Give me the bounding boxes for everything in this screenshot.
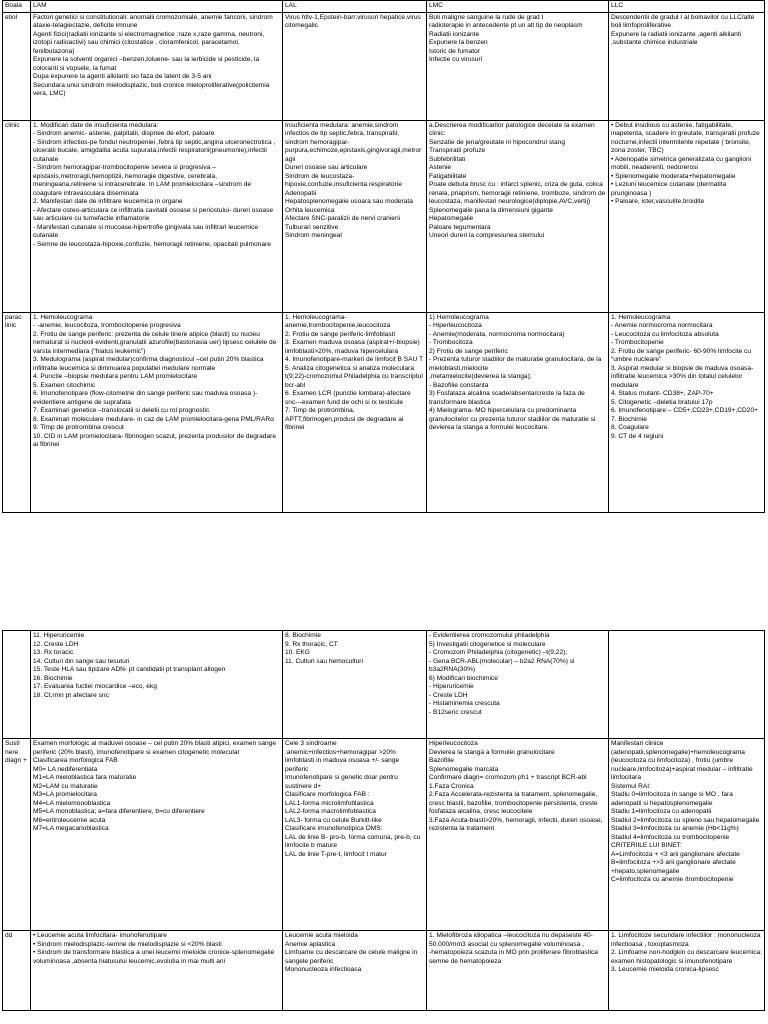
cell-line: 4. Punctie –biopsie medulara pentru LAM promielocitare (33, 373, 198, 380)
cell-line: Stadiu 1=limfocitoza cu adenopatii (611, 808, 712, 815)
cell-lmc (427, 931, 609, 1011)
cell-line: A=Limfocitoza + <3 arii ganglionare afectate (611, 850, 740, 858)
header-cell: Boala (3, 1, 31, 13)
cell-line: 1. Limfocitoze secundare infectiilor : mononucleoza infectioasa , toxoplasmoza (611, 932, 761, 948)
cell-lmc (427, 120, 609, 312)
cell-line: M5=LA monoblastica; a=fara diferentiere, b=cu diferentiere (33, 808, 205, 815)
cell-llc (609, 312, 765, 512)
cell-lam (31, 631, 283, 739)
cell-line: Examen morfologic al maduvei osoase – cel putin 20% blasti atipici, examen sange periferic (20% blasti), imunofenotipare si examen citogenetic molecular (33, 740, 277, 756)
cell-line: Subfebrilitati (429, 155, 466, 163)
cell-line: Splenomegalie marcata (429, 765, 499, 773)
cell-line: 18. Ct,rmn pt afectare snc (33, 691, 109, 699)
cell-line: 11. Hiperuricemie (33, 632, 85, 639)
cell-line: • Paloare, icter,vasculite,tiroidite (611, 198, 705, 205)
cell-line: 10. CID in LAM promielocitara- fibrinogen scazut, prezenta produsilor de degradare ai fibrinei (33, 432, 276, 448)
cell-line: 12. Creste LDH (33, 640, 79, 648)
cell-line: 6) Modificari biochimice (429, 674, 498, 682)
cell-line: Confirmare diagn= cromozom ph1 + trascript BCR-abl (429, 774, 587, 781)
header-cell: LMC (427, 1, 609, 13)
cell-lal (283, 12, 427, 120)
cell-lam (31, 931, 283, 1011)
cell-line: - Sindrom infectios-pe fondul neutropeniei ,febra tip septic,angina ulceronectrotica , ulceratii bucale, amigdalita acuta supurata,infectii respiratorii(pneumonie),infectii cutanate (33, 138, 276, 163)
cell-line: Adenopatii (285, 189, 317, 197)
page-2-table (2, 630, 765, 1011)
cell-line: Expunere la solventi organici –benzen,toluene- sau la ierbicide si pesticide, la coloranti si vopsele, la fumat (33, 56, 260, 72)
cell-line: Insuficienta medulara: anemie,sindrom infectios de tip septic,febra, transpiratii; sindrom hemoragipar- (285, 121, 399, 146)
cell-lal (283, 739, 427, 931)
cell-line: 10. EKG (285, 649, 310, 656)
cell-line: M6=eritroleucemie acuta (33, 816, 106, 824)
cell-line: 5. Analiza citogenetica si analiza moleculara t(9;22)-cromozomul Philadelphia cu transcriptul bcr-abl (285, 364, 423, 389)
cell-line: Poate debuta brusc cu : infarct splenic, criza de guta, colica renala, priaprism, hemoragii retiniene, tromboze, sindrom de leucostaza, manifestari neurologice(diplopie,AVC,vertij) (429, 181, 606, 205)
page-1-table (2, 0, 765, 513)
cell-line: Expunere la benzen (429, 39, 488, 46)
cell-line: 4) Mielograma- MO hipercelulara cu predominanta granulocitelor cu prezenta tuturor stadiilor de maturatie si devierea la stanga a formulei leucocitare. (429, 407, 596, 431)
cell-line: - Sindrom anemic- astenie, palpitatii, dispnee de efort, paloare (33, 130, 215, 137)
cell-line: 3. Leucemie mieloida cronica-lipsesc (611, 966, 719, 973)
cell-line: 1. Hemoleucograma-anemie,trombocitopenie,leucocitoza (285, 313, 391, 329)
cell-llc (609, 931, 765, 1011)
cell-line: • Leziuni leucemice cutanate (dermatita pruriginoasa ) (611, 181, 727, 197)
cell-line: Astenie (429, 164, 451, 171)
header-cell: LAL (283, 1, 427, 13)
cell-line: Sindrom de leucostaza-hipoxie,confuzie,insuficienta respiratorie (285, 172, 402, 188)
cell-line: M0= LA nediferentiata (33, 765, 98, 773)
cell-line: 6. Imunofenotipare (flow-citometrie din sange periferic sau maduva osoasa )-evidentiere antigene de suprafata (33, 390, 258, 406)
cell-line: Sindrom meningeal (285, 232, 342, 239)
cell-llc (609, 739, 765, 931)
cell-line: Stadiul 4=limfocitoza cu trombocitopenie (611, 833, 730, 841)
cell-line: Sistemul RAI: (611, 782, 651, 790)
cell-line: 15. Teste HLA sau tipizare ADN- pt candidatii pt transplant allogen (33, 666, 226, 673)
cell-line: Hepatomegalie (429, 215, 474, 222)
cell-line: - B12seric crescut (429, 708, 482, 716)
cell-line: LAL de linie B- pro-b, forma comuna, pre-b, cu limfocite b mature (285, 833, 421, 849)
cell-line: • Sindrom mielodisplazic-semne de mielodisplazie si <20% blasti (33, 940, 222, 948)
cell-line: Factori genetici si constitutionali: anomalii cromozomiale, anemie fanconi, sindrom ataxie-telagiectazie, deficite imnune (33, 13, 273, 29)
cell-line: 7. Biochimie (611, 415, 647, 423)
cell-line: - Creste LDH (429, 691, 468, 699)
cell-line: M2=LAM cu maturatie (33, 782, 98, 790)
cell-lal (283, 120, 427, 312)
cell-line: Manifestari clinice (adenopatii,splenomegalie)+hemoleucograma (leucocitoza cu limfocitoza) , frotiu (umbre nucleare,limfocitoza)+aspirat medular – infiltratie limfocitara (611, 740, 753, 781)
cell-line: 8. Examinari moleculare medulare- in caz de LAM promielocitara-gena PML/RARα (33, 415, 274, 423)
cell-line: • Splenomegalie moderata+hepatomegalie (611, 172, 736, 180)
cell-line: B=limfocitoza +>3 arii ganglionare afectate +hepato,splenomegalie (611, 859, 736, 875)
cell-line: Senzatie de jena/greutate in hipocondrul stang (429, 138, 566, 146)
cell-line: Hepatosplenomegalie usoara sau moderata (285, 198, 413, 205)
cell-line: 4. Imunofenotipare-markeri de limfocit B SAU T (285, 356, 424, 363)
cell-line: 16. Biochimie (33, 674, 73, 682)
cell-line: - Cromozom Philadelphia (citogenetic) –t(9,22); (429, 649, 568, 656)
cell-line: 1. Hemoleucograma (33, 313, 93, 321)
row-etiol (3, 12, 765, 120)
cell-line: 1) Hemoleucograma (429, 313, 489, 321)
cell-lam (31, 12, 283, 120)
cell-line: 8. Biochimie (285, 632, 321, 639)
cell-line: Uneori dureri la compresiunea sternului (429, 232, 545, 239)
cell-line: Paloare tegumentara (429, 223, 491, 231)
cell-line: Splenomegalie pana la dimensiuni gigante (429, 206, 553, 214)
cell-line: Anemie aplastica (285, 940, 336, 948)
cell-line: Infectie cu virusuri (429, 56, 483, 63)
cell-line: - Hiperuricemie (429, 683, 474, 690)
cell-line: - Gena BCR-ABL(molecular) – b2a2 RNA(70%) si b3a2RNA(30%) (429, 657, 575, 673)
cell-line: 2. Manifestari date de infiltrare leucemica in organe (33, 198, 183, 205)
cell-line: - -anemie, leucocitoza, trombocitopenie progresiva (33, 322, 181, 329)
cell-line: Clasificare imunofenotipica OMS: (285, 825, 383, 832)
cell-line: Stadiul 3=limfocitoza cu anemie (Hb<11g%) (611, 825, 739, 832)
cell-line: M4=LA mielomonoblastica (33, 799, 111, 807)
cell-line: - Anemie(moderata, normocroma normocitara) (429, 330, 565, 338)
cell-line: Limfoame cu descarcare de celule maligne in sangele periferic (285, 949, 418, 965)
cell-line: Tulburari senzitive (285, 223, 339, 231)
cell-line: Imunofenotipare si genetic doar pentru sustinere d+ (285, 774, 398, 790)
cell-line: - Hiperleucocitoza (429, 322, 482, 329)
cell-line: - Sindrom hemoragipar-trombocitopenie severa si progresiva –epistaxis,metroragii,hemoptizii, hemoragie digestive, cerebrala, meningeana,retiniene si intracerebrale. In LAM promielocitara –sindrom de coagulare intravasculara diseminata (33, 164, 252, 197)
cell-lmc (427, 12, 609, 120)
cell-lmc (427, 631, 609, 739)
cell-line: 4. Status mutant- CD38+, ZAP-70+ (611, 390, 714, 397)
cell-lal (283, 312, 427, 512)
cell-line: 3. Examen maduva osoasa (aspirat+/-biopsie) limfoblasti>20%, maduva hipercelulara (285, 339, 420, 355)
cell-line: M7=LA megacarioblastica (33, 825, 109, 832)
cell-line: Bazofilie (429, 757, 454, 764)
cell-line: M3=LA promielocitara (33, 791, 97, 798)
cell-line: 2. Frotiu de sange periferic-limfoblasti (285, 330, 395, 338)
cell-line: - Bazofilie constanta (429, 381, 489, 389)
cell-line: 6. Examen LCR (punctie lombara)-afectare snc---examen fund de ochi si rx testicule (285, 390, 411, 406)
cell-line: Dupa expunere la agenti alkilanti sio faza de latent de 3-5 ani (33, 73, 212, 80)
header-row (3, 1, 765, 13)
cell-line: 8. Coagulare (611, 424, 649, 431)
cell-lmc (427, 739, 609, 931)
header-cell: LAM (31, 1, 283, 13)
cell-line: Hiperleucocitoza (429, 740, 478, 747)
cell-line: Stadiul 2=limfocitoza cu spleno sau hepatomegalie (611, 816, 760, 824)
cell-line: Descendentii de gradul I al bolnavilor cu LLC/alte boli limfoproliferative (611, 13, 755, 29)
cell-line: Fatigabilitate (429, 172, 467, 180)
cell-lam (31, 120, 283, 312)
cell-llc (609, 12, 765, 120)
cell-line: Agenti fizici(radiatii ionizante si electromagnetice :raze x,raze gamma, neutroni, izotopi radioactivi) sau chimici (citostatice , cloramfenicol, paracetamol, fenilbutazona) (33, 30, 265, 55)
cell-llc (609, 631, 765, 739)
cell-line: - Histaminemia crescuta (429, 700, 500, 707)
cell-line: Transpiratii profuze (429, 147, 486, 154)
cell-line: 2. Frotiu de sange periferic: prezenta de celule tinere atipice (blasti) cu nucleu nematurat si nucleoli evidenti,granulatii azurofile(bastonasia uer) lipsesc celulele de varsta intermediara (“hiatus leukemic”) (33, 330, 277, 355)
cell-line: 7. Timp de protrombina, APTT,fibrinogen,produsi de degradare ai fibrinei (285, 407, 404, 431)
cell-line: - Evidentierea cromozomului philadelphia (429, 632, 550, 639)
row-label (3, 631, 31, 739)
cell-line: 6. Imunofenotipare – CD5+,CD23+,CD19+,CD20+ (611, 407, 758, 414)
cell-line: Radiatii ionizante (429, 30, 480, 38)
cell-line: - Trombocitoza (429, 339, 473, 346)
cell-line: a.Descrierea modificarilor patologice decelate la examen clinic: (429, 121, 595, 137)
cell-line: 9. Timp de protrombina crescut (33, 424, 124, 431)
row-paraclinic-cont (3, 631, 765, 739)
cell-line: • Leucemie acuta limfocitara- imunofenotipare (33, 932, 167, 939)
row-paraclinic (3, 312, 765, 512)
cell-line: 2. Frotiu de sange periferic- 60-90% limfocite cu “umbre nucleare” (611, 347, 751, 363)
cell-lam (31, 739, 283, 931)
cell-line: Stadiu 0=limfocitoza in sange si MO , fara adenopatii si hepatosplenomegalie (611, 791, 733, 807)
cell-line: 14. Culturi din sange sau tesuturi (33, 657, 130, 665)
cell-line: LAL3- forma cu celule Burkitt-like (285, 816, 382, 824)
cell-line: 2) Frotiu de sange periferic (429, 347, 508, 355)
row-dd (3, 931, 765, 1011)
cell-line: Dureri osoase sau articulare (285, 164, 368, 171)
cell-line: Afectare SNC-paralizii de nervi cranieni (285, 215, 401, 222)
cell-line: M1=LA mieloblastica fara maturatie (33, 774, 137, 781)
cell-line: 11. Culturi sau hemoculturi (285, 657, 363, 665)
cell-line: • Adenopatie simetrica generalizata cu ganglioni mobili, neaderenti, nedurerosi (611, 155, 752, 171)
cell-line: - Trombocitopenie (611, 339, 664, 346)
cell-line: 3. Medulograma (aspirat medular)confirma diagnosticul –cel putin 20% blastica infiltratie leucemica si diminuarea populatiei medulare normale (33, 356, 264, 372)
cell-line: - Anemie normocroma normocitara (611, 322, 713, 329)
cell-line: 13. Rx toracic (33, 649, 74, 656)
cell-line: - Prezenta tuturor stadiilor de maturatie granulocitara, de la mieloblasti,mielocite (429, 356, 602, 372)
cell-line: LAL2-forma macrolimfoblastica (285, 808, 376, 815)
cell-line: • Sindrom de transformare blastica a unei leucemii mieloide cronice-splenomegalie voluminoasa ,absenta hiatusului leucemic,evolutia in mai multi ani (33, 949, 275, 965)
cell-line: 5. Examen citochimic (33, 381, 96, 389)
cell-line: LAL de linie T-pre-t, limfocit t matur (285, 850, 387, 858)
cell-line: 3.Faza Acuta-blasti>20%, hemoragii, infectii, dureri osoase, rezistenta la tratament (429, 816, 603, 832)
cell-line: - Leucocitoza cu limfocitoza absoluta (611, 330, 719, 338)
row-sustinere-diagn (3, 739, 765, 931)
row-label: dd (3, 931, 31, 1011)
cell-line: 3) Fosfataza alcalina scade/absenta/creste la faza de transformare blastica (429, 390, 585, 406)
cell-lal (283, 631, 427, 739)
cell-line: Leucemie acuta mieloida (285, 932, 358, 939)
cell-lal (283, 931, 427, 1011)
cell-line: Devierea la stanga a formulei granulocitare (429, 748, 555, 756)
cell-line: Expunere la radiatii ionizante ,agenti alkilanti ,substante chimice industriale (611, 30, 742, 46)
cell-line: - Semne de leucostaza-hipoxie,confuzie, hemoragii retiniene, opacitati pulmonare (33, 240, 271, 248)
cell-line: radioterapie in antecedente pt un alt tip de neoplasm (429, 22, 583, 29)
cell-line: Virus htlv-1,Epstein-barr,virusuri hepatice,virus citomegalic (285, 13, 421, 29)
cell-line: Secundara unui sindrom mielodisplazic, boli cronice mieloproliferative(policitemia vera, LMC) (33, 81, 270, 97)
cell-line: ,metamielocite(devierea la stanga); (429, 373, 532, 380)
cell-line: 17. Evaluarea fuctiei miocardice –eco, ekg (33, 683, 157, 690)
cell-line: 9. CT de 4 regiuni (611, 432, 664, 440)
cell-line: - Afectare osteo-articulara ce infiltratia cavitatii osoase si periostului- dureri osoase sau articulare cu tumefactie inflamatorie (33, 206, 274, 222)
row-label: etiol (3, 12, 31, 120)
cell-line: 5. Citogenetic –deletia bratului 17p (611, 398, 713, 406)
cell-line: C=limfocitoza cu anemie /trombocitopenie (611, 876, 734, 883)
row-label: parac linic (3, 312, 31, 512)
cell-line: 2. Limfoame non-hodgkin cu descarcare leucemica: examen histopatologic si imunofenotipare (611, 949, 763, 965)
cell-line: Mononucleoza infectioasa (285, 966, 362, 973)
cell-line: Istoric de fumator (429, 47, 480, 55)
cell-lam (31, 312, 283, 512)
cell-line: - Manifestari cutanate si mucoase-hipertrofie gingivala sau infiltrari leucemice cutanate (33, 223, 259, 239)
cell-line: -hematopoieza scazuta in MO prin proliferare fibroblastica semne de hematopoieza (429, 949, 598, 965)
cell-line: Orhita leucemica (285, 206, 335, 214)
cell-line: Boli maligne sanguine la rude de grad I (429, 13, 544, 21)
cell-llc (609, 120, 765, 312)
cell-line: 1. Mielofibroza idiopatica –leucocitoza nu depaseste 40-50.000/mm3 asociat cu splenomegalie voluminoasa , (429, 932, 593, 948)
cell-line: 2.Faza Accelerata-rezistenta la tratament, splenomegalie, cresc blastii, bazofilie, trombocitopenie persistenta, creste fosfataza alcalina, cresc leucocitele (429, 791, 598, 815)
cell-line: Clasificarea morfologica FAB (33, 757, 118, 764)
cell-line: CRITERIILE LUI BINET: (611, 842, 682, 849)
cell-lmc (427, 312, 609, 512)
row-label: Susti nere diagn + (3, 739, 31, 931)
cell-line: 1. Modificari date de insuficienta medulara: (33, 121, 159, 129)
cell-line: 9. Rx thoracic, CT (285, 640, 338, 648)
header-cell: LLC (609, 1, 765, 13)
row-clinic (3, 120, 765, 312)
cell-line: Cele 3 sindroame :anemic+infectios+hemoragipar >20% limfoblasti in maduva osoasa +/- sange periferic (285, 740, 400, 773)
cell-line: 3. Aspirat medular si biopsie de maduva osoasa- infiltratie leucemica >30% din totalul celulelor medulare (611, 364, 754, 389)
cell-line: Clasificare morfologica FAB : (285, 791, 370, 798)
cell-line: 5) Investigatii citogenetice si moleculare (429, 640, 546, 648)
cell-line: purpura,echimoze,epistaxis,gingivoragii,metroragii (285, 147, 422, 163)
row-label: clinic (3, 120, 31, 312)
cell-line: 1. Hemoleucograma (611, 313, 671, 321)
cell-line: 7. Examinari genetice –translocatii si deletii cu rol prognostic (33, 407, 210, 414)
cell-line: 1.Faza Cronica (429, 782, 474, 790)
cell-line: LAL1-forma microlimfoblastica (285, 799, 374, 807)
cell-line: • Debut insidious cu astenie, fatigabilitate, inapetenta, scadere in greutate, transpiratii profuze nocturne,infectii intermitente repetate ( bronsite, zona zoster, TBC) (611, 121, 760, 154)
